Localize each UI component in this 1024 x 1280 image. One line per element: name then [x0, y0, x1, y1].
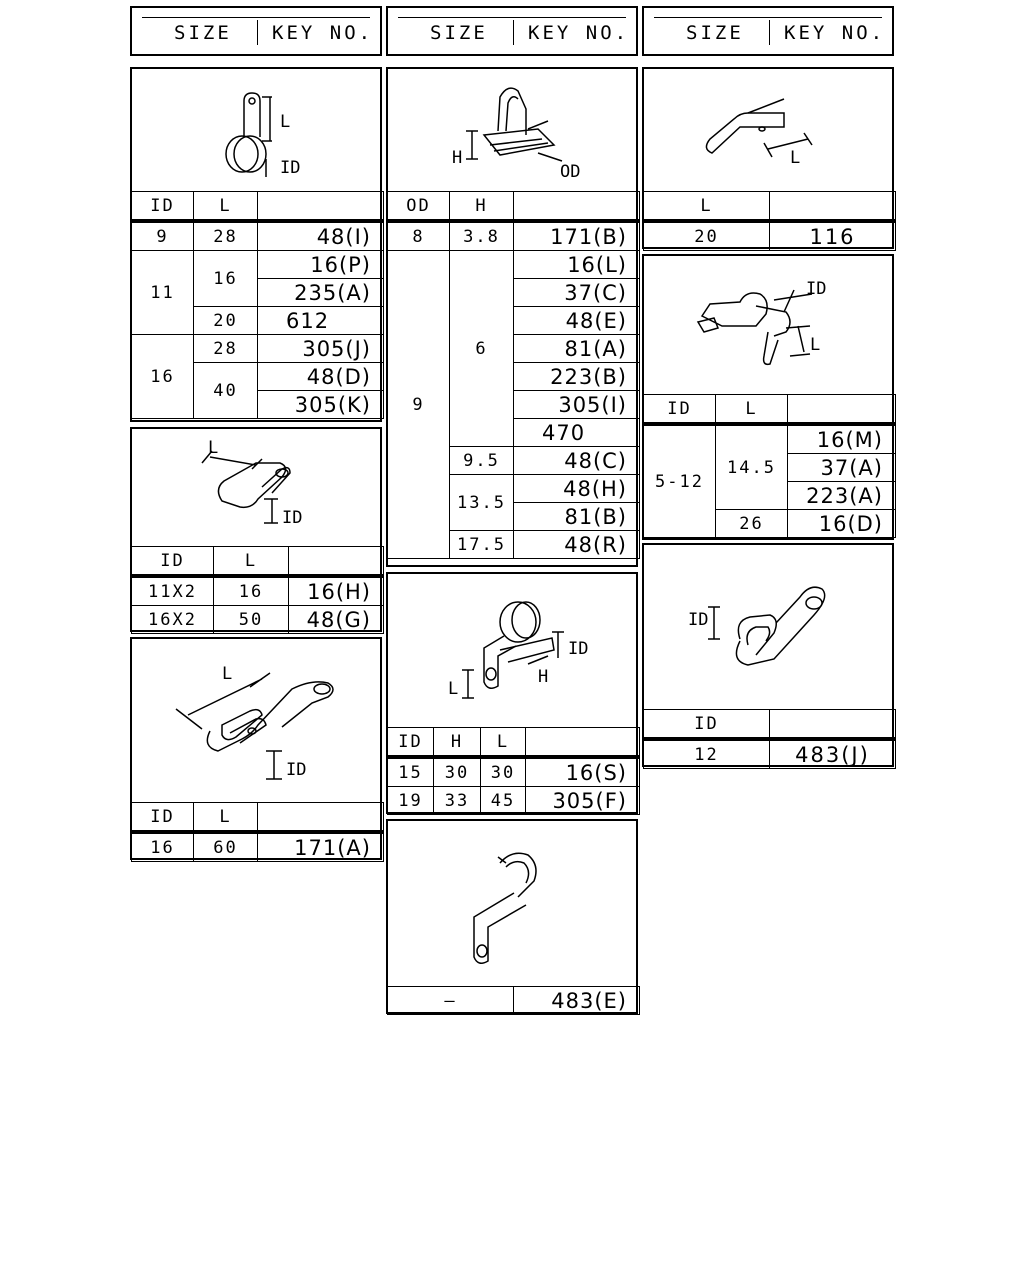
- panel-spring-clip: [642, 67, 894, 249]
- key-no: 235(A): [258, 279, 384, 307]
- panel-bracket-clip: [386, 572, 638, 814]
- size-table: [131, 191, 384, 419]
- header-col-1: [130, 6, 382, 56]
- figure-long-double-clip: [132, 639, 380, 802]
- dim-id-label: ID: [568, 639, 589, 659]
- figure-pipe-clip-eye: [132, 69, 380, 191]
- panel-push-clip: [386, 67, 638, 567]
- table-row: 8 3.8 171(B): [388, 221, 640, 251]
- table-row: 20 116: [644, 221, 896, 251]
- size-table: [387, 986, 640, 1015]
- key-no: 305(J): [258, 335, 384, 363]
- col-l: L: [481, 728, 526, 758]
- key-no: 612: [258, 307, 384, 335]
- size-table: [387, 191, 640, 559]
- key-no: 16(P): [258, 251, 384, 279]
- col-l: L: [194, 803, 258, 833]
- col-id: ID: [132, 803, 194, 833]
- key-no: 16(M): [788, 424, 896, 454]
- key-no: 223(A): [788, 482, 896, 510]
- key-no: 48(D): [258, 363, 384, 391]
- key-no: 470: [514, 419, 640, 447]
- col-key: [526, 728, 640, 758]
- key-no: 171(A): [258, 832, 384, 862]
- key-no: 16(D): [788, 510, 896, 538]
- table-row: 26 16(D): [644, 510, 896, 538]
- panel-double-clip: [130, 427, 382, 632]
- table-row: 11 16 16(P): [132, 251, 384, 279]
- figure-push-clip: [388, 69, 636, 191]
- col-id: ID: [132, 192, 194, 222]
- key-no: 223(B): [514, 363, 640, 391]
- table-row: 13.5 48(H): [388, 475, 640, 503]
- col-l: L: [194, 192, 258, 222]
- panel-twin-clip: [642, 254, 894, 540]
- key-no-header: KEY NO.: [272, 22, 374, 44]
- size-header: SIZE: [686, 22, 744, 44]
- key-no: 48(G): [289, 606, 384, 634]
- col-key: [258, 192, 384, 222]
- dim-l-label: L: [448, 679, 459, 699]
- key-no-header: KEY NO.: [784, 22, 886, 44]
- dim-h-label: H: [538, 667, 549, 687]
- dim-l-label: L: [222, 664, 233, 684]
- col-h: H: [450, 192, 514, 222]
- table-row: 9 6 16(L): [388, 251, 640, 279]
- col-l: L: [214, 547, 289, 577]
- key-no: 305(K): [258, 391, 384, 419]
- col-key: [788, 395, 896, 425]
- table-row: 19 33 45 305(F): [388, 787, 640, 815]
- size-table: [387, 727, 640, 815]
- key-no: 81(B): [514, 503, 640, 531]
- col-key: [770, 710, 896, 740]
- dim-id-label: ID: [280, 158, 301, 178]
- panel-angle-clip: [386, 819, 638, 1014]
- table-row: 16 28 305(J): [132, 335, 384, 363]
- table-row: 15 30 30 16(S): [388, 757, 640, 787]
- size-dash: —: [388, 987, 514, 1015]
- table-row: 16X2 50 48(G): [132, 606, 384, 634]
- key-no: 305(F): [526, 787, 640, 815]
- table-row: [388, 987, 640, 1015]
- table-row: 9.5 48(C): [388, 447, 640, 475]
- col-key: [258, 803, 384, 833]
- figure-angle-clip: [388, 821, 636, 986]
- panel-long-double-clip: [130, 637, 382, 860]
- key-no: 16(S): [526, 757, 640, 787]
- size-table: [131, 802, 384, 862]
- header-col-2: [386, 6, 638, 56]
- dim-l-label: L: [280, 112, 291, 132]
- key-no: 48(R): [514, 531, 640, 559]
- col-id: ID: [644, 710, 770, 740]
- dim-id-label: ID: [282, 508, 303, 528]
- size-header: SIZE: [174, 22, 232, 44]
- table-row: 11X2 16 16(H): [132, 576, 384, 606]
- key-no: 305(I): [514, 391, 640, 419]
- dim-h-label: H: [452, 148, 463, 168]
- dim-id-label: ID: [806, 279, 827, 299]
- col-h: H: [434, 728, 481, 758]
- dim-od-label: OD: [560, 162, 581, 182]
- col-id: ID: [644, 395, 716, 425]
- dim-l-label: L: [790, 148, 801, 168]
- col-l: L: [644, 192, 770, 222]
- panel-pipe-clip-eye: [130, 67, 382, 422]
- figure-twin-clip: [644, 256, 892, 394]
- key-no: 37(A): [788, 454, 896, 482]
- table-row: 12 483(J): [644, 739, 896, 769]
- col-id: ID: [388, 728, 434, 758]
- key-no: 16(L): [514, 251, 640, 279]
- size-table: [643, 394, 896, 538]
- key-no: 171(B): [514, 221, 640, 251]
- col-l: L: [716, 395, 788, 425]
- table-row: 16 60 171(A): [132, 832, 384, 862]
- key-no: 116: [770, 221, 896, 251]
- table-row: 20 612: [132, 307, 384, 335]
- header-col-3: [642, 6, 894, 56]
- table-row: 9 28 48(I): [132, 221, 384, 251]
- table-row: 40 48(D): [132, 363, 384, 391]
- col-key: [514, 192, 640, 222]
- key-no: 48(I): [258, 221, 384, 251]
- key-no: 48(H): [514, 475, 640, 503]
- dim-id-label: ID: [688, 610, 709, 630]
- key-no: 483(E): [514, 987, 640, 1015]
- col-key: [289, 547, 384, 577]
- dim-l-label: L: [208, 438, 219, 458]
- size-table: [643, 709, 896, 769]
- key-no: 16(H): [289, 576, 384, 606]
- size-table: [643, 191, 896, 251]
- size-header: SIZE: [430, 22, 488, 44]
- figure-spring-clip: [644, 69, 892, 191]
- dim-id-label: ID: [286, 760, 307, 780]
- figure-cushion-clip: [644, 545, 892, 709]
- figure-double-clip: [132, 429, 380, 546]
- key-no: 48(E): [514, 307, 640, 335]
- panel-cushion-clip: [642, 543, 894, 767]
- key-no: 81(A): [514, 335, 640, 363]
- key-no: 37(C): [514, 279, 640, 307]
- key-no-header: KEY NO.: [528, 22, 630, 44]
- col-id: ID: [132, 547, 214, 577]
- figure-bracket-clip: [388, 574, 636, 727]
- key-no: 483(J): [770, 739, 896, 769]
- col-od: OD: [388, 192, 450, 222]
- dim-l-label: L: [810, 335, 821, 355]
- size-table: [131, 546, 384, 634]
- col-key: [770, 192, 896, 222]
- table-row: 5-12 14.5 16(M): [644, 424, 896, 454]
- table-row: 17.5 48(R): [388, 531, 640, 559]
- key-no: 48(C): [514, 447, 640, 475]
